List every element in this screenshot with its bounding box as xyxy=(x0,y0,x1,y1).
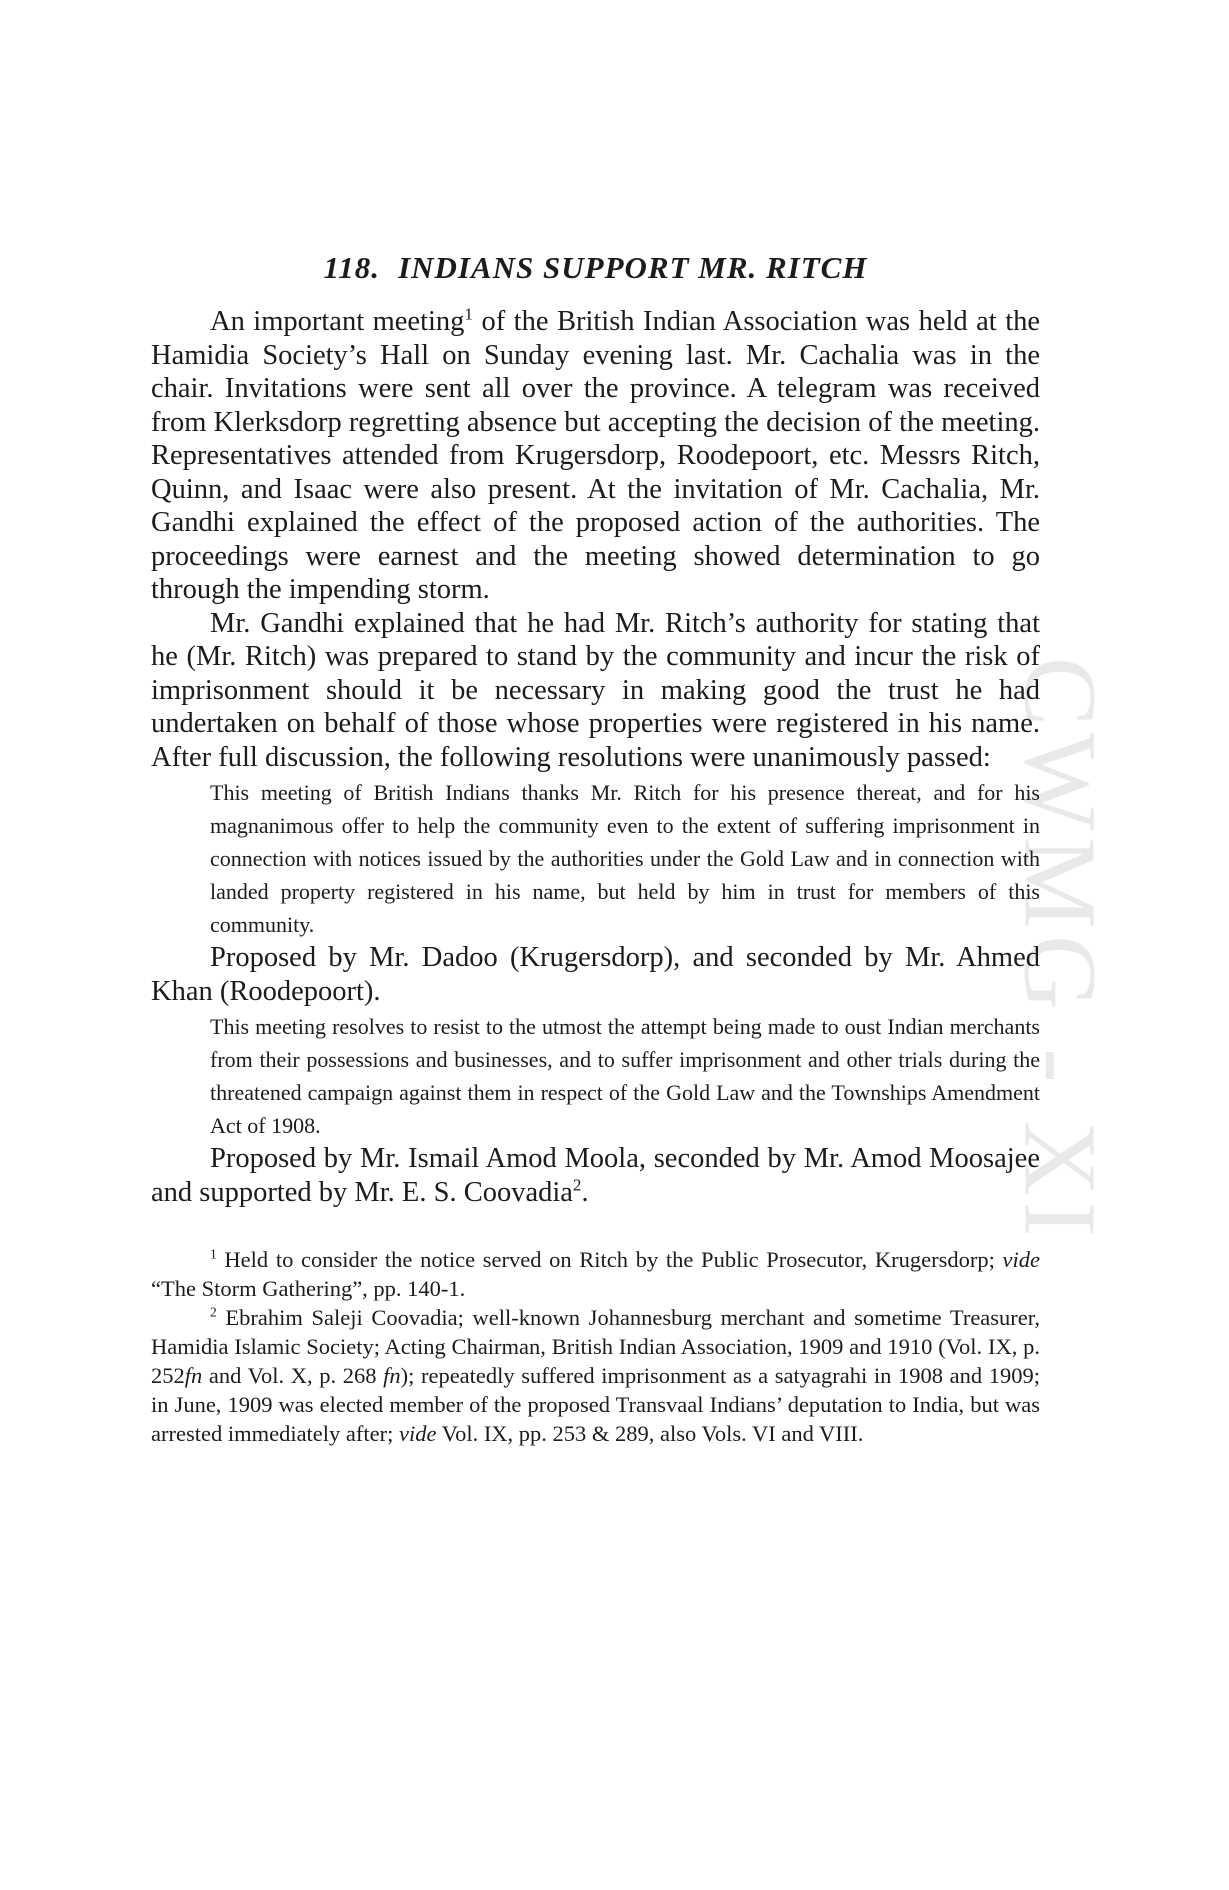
paragraph-1-start: An important meeting xyxy=(210,306,465,337)
paragraph-1-rest: of the British Indian Association was held at the Hamidia Society’s Hall on Sunday evening last. Mr. Cachalia was in the chair. Invitations were sent all over the province. A telegram was received from Klerksdorp regretting absence but accepting the decision of the meeting. Representatives attended from Krugersdorp, Roodepoort, etc. Messrs Ritch, Quinn, and Isaac were also present. At the invitation of Mr. Cachalia, Mr. Gandhi explained the effect of the proposed action of the authorities. The proceedings were earnest and the meeting showed determination to go through the impending storm. xyxy=(151,306,1041,605)
footnote-2-text: Ebrahim Saleji Coovadia; well-known Johannesburg merchant and sometime Treasurer, Hamidia Islamic Society; Acting Chairman, British Indian Association, 1909 and 1910 (Vol. IX, p. 252 xyxy=(151,1305,1040,1388)
resolution-1: This meeting of British Indians thanks Mr. Ritch for his presence thereat, and for his magnanimous offer to help the community even to the extent of suffering imprisonment in connection with notices issued by the authorities under the Gold Law and in connection with landed property registered in his name, but held by him in trust for members of this community. xyxy=(210,780,1040,937)
footnote-2 xyxy=(151,1303,1040,1448)
footnote-2-vide: vide xyxy=(399,1421,437,1446)
resolution-2: This meeting resolves to resist to the utmost the attempt being made to oust Indian merchants from their possessions and businesses, and to suffer imprisonment and other trials during the threatened campaign against them in respect of the Gold Law and the Townships Amendment Act of 1908. xyxy=(210,1014,1040,1138)
footnote-2-text-c: ); repeatedly suffered imprisonment as a satyagrahi in 1908 and 1909; in June, 1909 was elected member of the proposed Transvaal Indians’ deputation to India, but was arrested immediately after; xyxy=(151,1363,1040,1446)
footnote-1 xyxy=(151,1245,1040,1303)
footnote-2-fn-2: fn xyxy=(383,1363,401,1388)
resolution-2-proposer xyxy=(151,1142,1040,1209)
footnote-1-text: Held to consider the notice served on Ritch by the Public Prosecutor, Krugersdorp; xyxy=(216,1247,1003,1272)
footnote-2-mark: 2 xyxy=(210,1304,217,1320)
footnote-ref-2: 2 xyxy=(572,1175,582,1194)
article-number: 118. xyxy=(323,250,381,285)
resolution-1-proposer: Proposed by Mr. Dadoo (Krugersdorp), and seconded by Mr. Ahmed Khan (Roodepoort). xyxy=(151,942,1040,1007)
resolution-2-proposer-end: . xyxy=(581,1176,589,1208)
body-paragraph-1 xyxy=(151,305,1040,607)
footnote-ref-1: 1 xyxy=(464,304,473,324)
footnote-2-text-b: and Vol. X, p. 268 xyxy=(202,1363,384,1388)
watermark-text: CWMG - XI xyxy=(1002,657,1118,1243)
footnote-1-vide: vide xyxy=(1002,1247,1040,1272)
footnote-2-text-d: Vol. IX, pp. 253 & 289, also Vols. VI and VIII. xyxy=(436,1421,864,1446)
body-paragraph-2: Mr. Gandhi explained that he had Mr. Ritch’s authority for stating that he (Mr. Ritch) was prepared to stand by the community and incur the risk of imprisonment should it be necessary in making good the trust he had undertaken on behalf of those whose properties were registered in his name. After full discussion, the following resolutions were unanimously passed: xyxy=(151,607,1040,773)
footnotes xyxy=(151,1245,1040,1448)
footnote-1-mark: 1 xyxy=(210,1246,217,1262)
resolution-2-proposer-text: Proposed by Mr. Ismail Amod Moola, seconded by Mr. Amod Moosajee and supported by Mr. E. S. Coovadia xyxy=(151,1143,1040,1208)
article-title xyxy=(151,248,1040,288)
footnote-2-fn-1: fn xyxy=(184,1363,203,1388)
article-heading: INDIANS SUPPORT MR. RITCH xyxy=(398,250,868,285)
footnote-1-reference: “The Storm Gathering”, pp. 140-1. xyxy=(151,1276,466,1301)
document-page xyxy=(151,248,1040,1448)
